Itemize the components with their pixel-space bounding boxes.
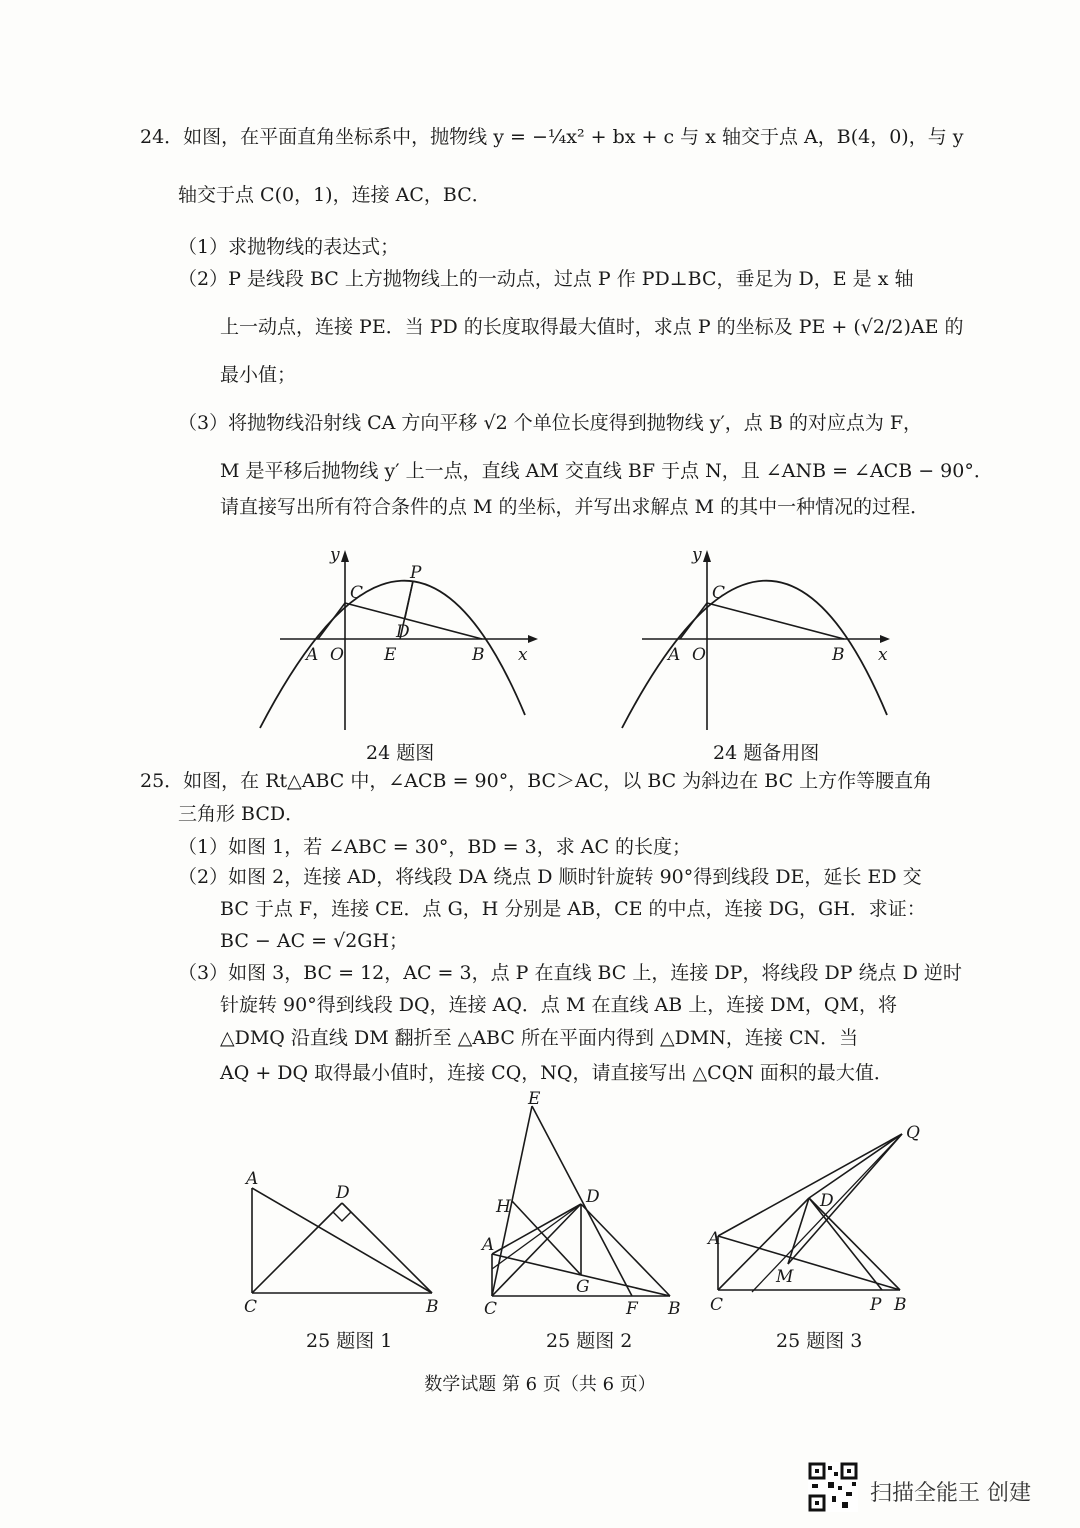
label-A: A (668, 645, 681, 665)
label-A: A (482, 1235, 495, 1255)
label-C: C (484, 1299, 498, 1319)
label-O: O (330, 645, 344, 665)
label-F: F (626, 1299, 638, 1319)
q24-line1: 24．如图，在平面直角坐标系中，抛物线 y = −¼x² + bx + c 与 x 轴交于点 A，B(4，0)，与 y (140, 126, 964, 148)
label-A: A (246, 1169, 259, 1189)
caption-24: 24 题图 (366, 742, 435, 764)
caption-25-1: 25 题图 1 (306, 1330, 393, 1352)
label-O: O (692, 645, 706, 665)
q24-part1: （1）求抛物线的表达式； (178, 236, 400, 258)
label-E: E (528, 1089, 541, 1109)
q24-part3-line2: M 是平移后抛物线 y′ 上一点，直线 AM 交直线 BF 于点 N，且 ∠ANB = ∠ACB − 90°． (220, 460, 993, 482)
label-B: B (472, 645, 485, 665)
q24-part2-line3: 最小值； (220, 364, 297, 386)
label-C: C (244, 1297, 258, 1317)
q25-part3-line3: △DMQ 沿直线 DM 翻折至 △ABC 所在平面内得到 △DMN，连接 CN．当 (220, 1027, 859, 1049)
figure-24 (250, 540, 540, 730)
label-G: G (576, 1277, 590, 1297)
q25-part1: （1）如图 1，若 ∠ABC = 30°，BD = 3，求 AC 的长度； (178, 836, 692, 858)
q24-part3-line1: （3）将抛物线沿射线 CA 方向平移 √2 个单位长度得到抛物线 y′，点 B 的对应点为 F， (178, 412, 923, 434)
figure-25-1 (240, 1168, 460, 1317)
label-C: C (710, 1295, 724, 1315)
label-D: D (586, 1187, 600, 1207)
figure-25-3 (708, 1124, 928, 1314)
figure-25-2 (480, 1089, 690, 1319)
label-D: D (336, 1183, 350, 1203)
label-C: C (712, 583, 726, 603)
label-P: P (410, 563, 422, 583)
label-M: M (776, 1267, 794, 1287)
label-x: x (518, 645, 528, 665)
label-A: A (306, 645, 319, 665)
label-x: x (878, 645, 888, 665)
q25-part2-line2: BC 于点 F，连接 CE．点 G，H 分别是 AB，CE 的中点，连接 DG，GH．求证： (220, 898, 926, 920)
label-E: E (384, 645, 397, 665)
q24-part2-line2: 上一动点，连接 PE．当 PD 的长度取得最大值时，求点 P 的坐标及 PE + (√2/2)AE 的 (220, 316, 964, 338)
scanner-watermark: 扫描全能王 创建 (870, 1481, 1031, 1506)
label-C: C (350, 583, 364, 603)
label-B: B (668, 1299, 681, 1319)
label-Q: Q (906, 1123, 920, 1143)
q24-part2-line1: （2）P 是线段 BC 上方抛物线上的一动点，过点 P 作 PD⊥BC，垂足为 D，E 是 x 轴 (178, 268, 914, 290)
qr-code-icon (808, 1462, 858, 1512)
q25-line1: 25．如图，在 Rt△ABC 中，∠ACB = 90°，BC＞AC，以 BC 为斜边在 BC 上方作等腰直角 (140, 770, 933, 792)
caption-25-2: 25 题图 2 (546, 1330, 633, 1352)
q24-part3-line3: 请直接写出所有符合条件的点 M 的坐标，并写出求解点 M 的其中一种情况的过程． (220, 496, 930, 518)
label-A: A (708, 1229, 721, 1249)
q25-part2-line3: BC − AC = √2GH； (220, 930, 409, 952)
label-B: B (426, 1297, 439, 1317)
figure-24-spare (612, 540, 902, 730)
q25-part3-line4: AQ + DQ 取得最小值时，连接 CQ，NQ，请直接写出 △CQN 面积的最大值． (220, 1062, 893, 1084)
label-B: B (894, 1295, 907, 1315)
label-D: D (820, 1191, 834, 1211)
page-footer: 数学试题 第 6 页（共 6 页） (424, 1374, 656, 1395)
label-H: H (496, 1197, 511, 1217)
label-D: D (396, 622, 410, 642)
label-y: y (330, 545, 340, 565)
q25-part3-line2: 针旋转 90°得到线段 DQ，连接 AQ．点 M 在直线 AB 上，连接 DM，QM，将 (220, 994, 897, 1016)
q25-part3-line1: （3）如图 3，BC = 12，AC = 3，点 P 在直线 BC 上，连接 DP，将线段 DP 绕点 D 逆时 (178, 962, 962, 984)
label-P: P (870, 1295, 882, 1315)
label-y: y (692, 545, 702, 565)
q25-part2-line1: （2）如图 2，连接 AD，将线段 DA 绕点 D 顺时针旋转 90°得到线段 DE，延长 ED 交 (178, 866, 922, 888)
label-B: B (832, 645, 845, 665)
q25-line2: 三角形 BCD． (178, 803, 305, 825)
q24-line2: 轴交于点 C(0，1)，连接 AC，BC． (178, 184, 491, 206)
caption-25-3: 25 题图 3 (776, 1330, 863, 1352)
caption-24-spare: 24 题备用图 (713, 742, 820, 764)
